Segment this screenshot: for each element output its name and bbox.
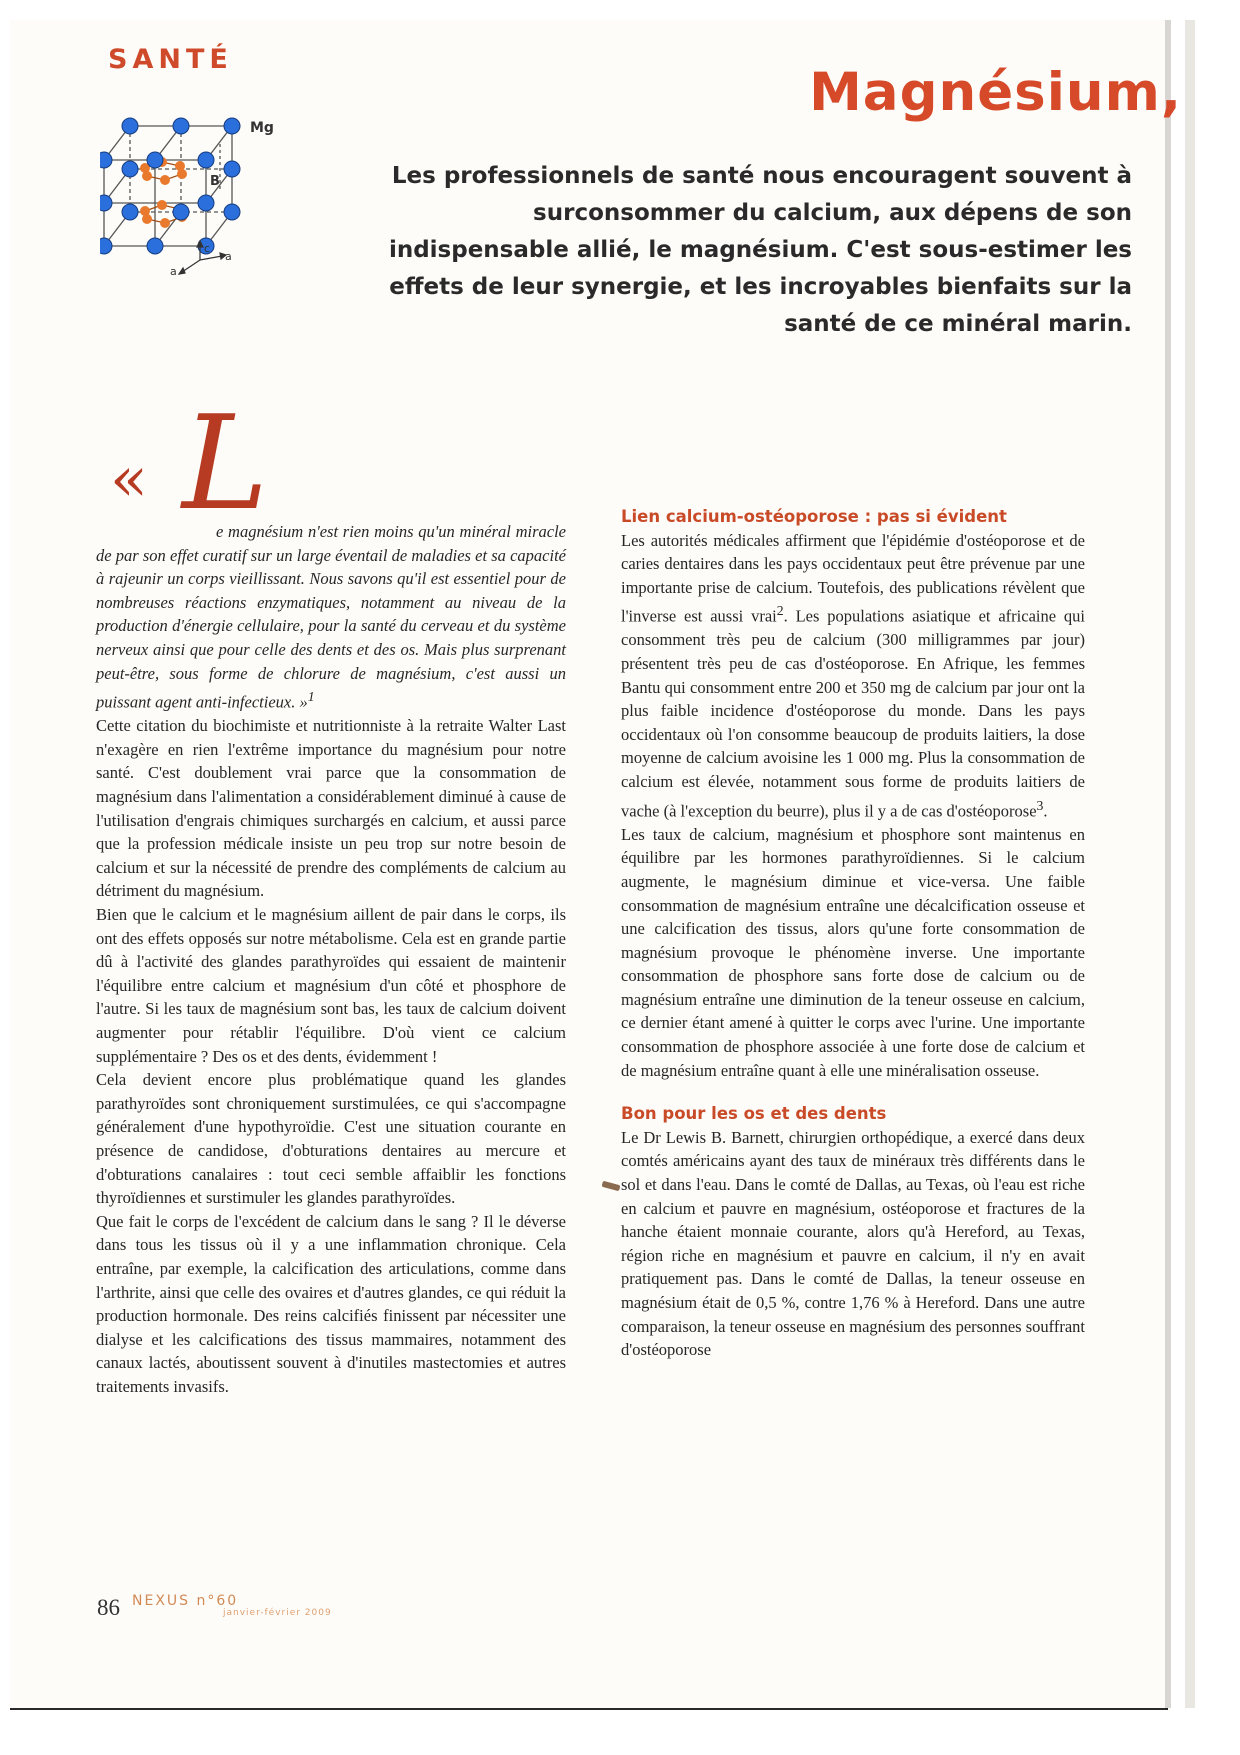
page-number: 86 — [97, 1595, 120, 1620]
paragraph: Les taux de calcium, magnésium et phosphore sont maintenus en équilibre par les hormones parathyroïdiennes. Si le calcium augmente, le magnésium diminue et vice-versa. Une faible consommation de magnésium entraîne une décalcification osseuse et une calcification des tissus, alors qu'une forte consommation de magnésium provoque le phénomène inverse. Une importante consommation de phosphore sans forte dose de calcium ou de magnésium entraîne une diminution de la teneur osseuse en calcium, ce dernier étant amené à quitter le corps avec l'urine. Une importante consommation de phosphore associée à une forte dose de calcium et de magnésium entraîne quant à elle une minéralisation osseuse. — [621, 824, 1085, 1080]
paragraph-text: Les autorités médicales affirment que l'épidémie d'ostéoporose et de caries dentaires dans les pays occidentaux peut être prévenue par une importante prise de calcium. Toutefois, des publications révèlent que l'inverse est aussi vrai — [621, 530, 1085, 626]
footnote-1: 1 — [307, 689, 315, 705]
paragraph: Que fait le corps de l'excédent de calcium dans le sang ? Il le déverse dans tous les tissus où il y a une inflammation chronique. Cela entraîne, par exemple, la calcification des articulations, comme dans l'arthrite, ainsi que celle des ovaires et d'autres glandes, ce qui réduit la production hormonale. Des reins calcifiés finissent par nécessiter une dialyse et les calcifications des tissus mammaires, notamment des canaux lactés, aboutissent souvent à d'inutiles mastectomies et autres traitements invasifs. — [96, 1211, 566, 1396]
label-axis-c: c — [204, 242, 211, 255]
page-edge-shadow — [1165, 20, 1171, 1708]
column-right — [621, 505, 1085, 1362]
label-b: B — [210, 174, 220, 189]
label-mg: Mg — [250, 120, 274, 136]
footnote-3: 3 — [1036, 797, 1044, 813]
crystal-structure-illustration — [100, 110, 285, 280]
opening-quote — [96, 520, 566, 714]
label-axis-a-left: a — [170, 265, 177, 278]
paragraph: Bien que le calcium et le magnésium aillent de pair dans le corps, ils ont des effets opposés sur notre métabolisme. Cela est en grande partie dû à l'activité des glandes parathyroïdes qui essaient de maintenir l'équilibre entre calcium et magnésium d'un côté et phosphore de l'autre. Si les taux de magnésium sont bas, les taux de calcium doivent augmenter pour rétablir l'équilibre. D'où vient ce calcium supplémentaire ? Des os et des dents, évidemment ! — [96, 905, 566, 1066]
column-left — [96, 520, 566, 1398]
issue-date: janvier-février 2009 — [223, 1608, 332, 1618]
paragraph — [621, 529, 1085, 823]
paragraph-text: . Les populations asiatique et africaine qui consomment très peu de calcium (300 milligrammes par jour) présentent très peu de cas d'ostéoporose. En Afrique, les femmes Bantu qui consomment entre 200 et 350 mg de calcium par jour ont la plus faible incidence d'ostéoporose du monde. Dans les pays occidentaux où l'on consomme beaucoup de produits laitiers, la dose moyenne de calcium avoisine les 1 000 mg. Plus la consommation de calcium est élevée, notamment sous forme de produits laitiers de vache (à l'exception du beurre), plus il y a de cas d'ostéoporose — [621, 606, 1085, 821]
next-page-strip — [1185, 20, 1195, 1708]
magazine-name — [132, 1593, 238, 1609]
paragraph: Cette citation du biochimiste et nutritionniste à la retraite Walter Last n'exagère en rien l'extrême importance du magnésium pour notre santé. C'est doublement vrai parce que la consommation de magnésium dans l'alimentation a considérablement diminué à cause de l'utilisation d'engrais chimiques surchargés en calcium, et aussi parce que la profession médicale insiste un peu trop sur notre besoin de calcium et sur la nécessité de prendre des compléments de calcium au détriment du magnésium. — [96, 716, 566, 901]
article-title: Magnésium, — [809, 62, 1182, 123]
subheading: Lien calcium-ostéoporose : pas si évident — [621, 507, 1007, 526]
issue-number: n°60 — [196, 1593, 239, 1609]
section-rubric: SANTÉ — [108, 44, 233, 75]
paragraph-text: . — [1043, 801, 1048, 821]
subheading: Bon pour les os et des dents — [621, 1104, 887, 1124]
label-axis-a-right: a — [225, 250, 232, 263]
article-lede: Les professionnels de santé nous encouragent souvent à surconsommer du calcium, aux dépens de son indispensable allié, le magnésium. C'est sous-estimer les effets de leur synergie, et les incroyables bienfaits sur la santé de ce minéral marin. — [388, 163, 1132, 337]
opening-quote-mark: « — [110, 442, 148, 515]
paragraph: Le Dr Lewis B. Barnett, chirurgien orthopédique, a exercé dans deux comtés américains ayant des taux de minéraux très différents dans le sol et dans l'eau. Dans le comté de Dallas, au Texas, où l'eau est riche en calcium et pauvre en magnésium, ostéoporose et fractures de la hanche étaient monnaie courante, alors qu'à Hereford, au Texas, région riche en magnésium et pauvre en calcium, il n'y en avait pratiquement pas. Dans le comté de Dallas, la teneur osseuse en magnésium était de 0,5 %, contre 1,76 % à Hereford. Dans une autre comparaison, la teneur osseuse en magnésium des personnes souffrant d'ostéoporose — [621, 1127, 1085, 1360]
paragraph: Cela devient encore plus problématique quand les glandes parathyroïdes sont chroniquement surstimulées, ce qui s'accompagne généralement d'une hypothyroïdie. C'est une situation courante en présence de candidose, d'obturations dentaires au mercure et d'obturations canalaires : tout ceci semble affaiblir les fonctions thyroïdiennes et surstimuler les glandes parathyroïdes. — [96, 1070, 566, 1208]
footnote-2: 2 — [776, 603, 784, 619]
drop-cap: L — [182, 387, 269, 539]
magazine-title: NEXUS — [132, 1593, 191, 1609]
quote-text: e magnésium n'est rien moins qu'un minéral miracle de par son effet curatif sur un large éventail de maladies et sa capacité à rajeunir un corps vieillissant. Nous savons qu'il est essentiel pour de nombreuses réactions enzymatiques, notamment au niveau de la production d'énergie cellulaire, pour la santé du cerveau et du système nerveux ainsi que pour celle des dents et des os. Mais plus surprenant peut-être, sous forme de chlorure de magnésium, c'est aussi un puissant agent anti-infectieux. » — [96, 522, 566, 712]
